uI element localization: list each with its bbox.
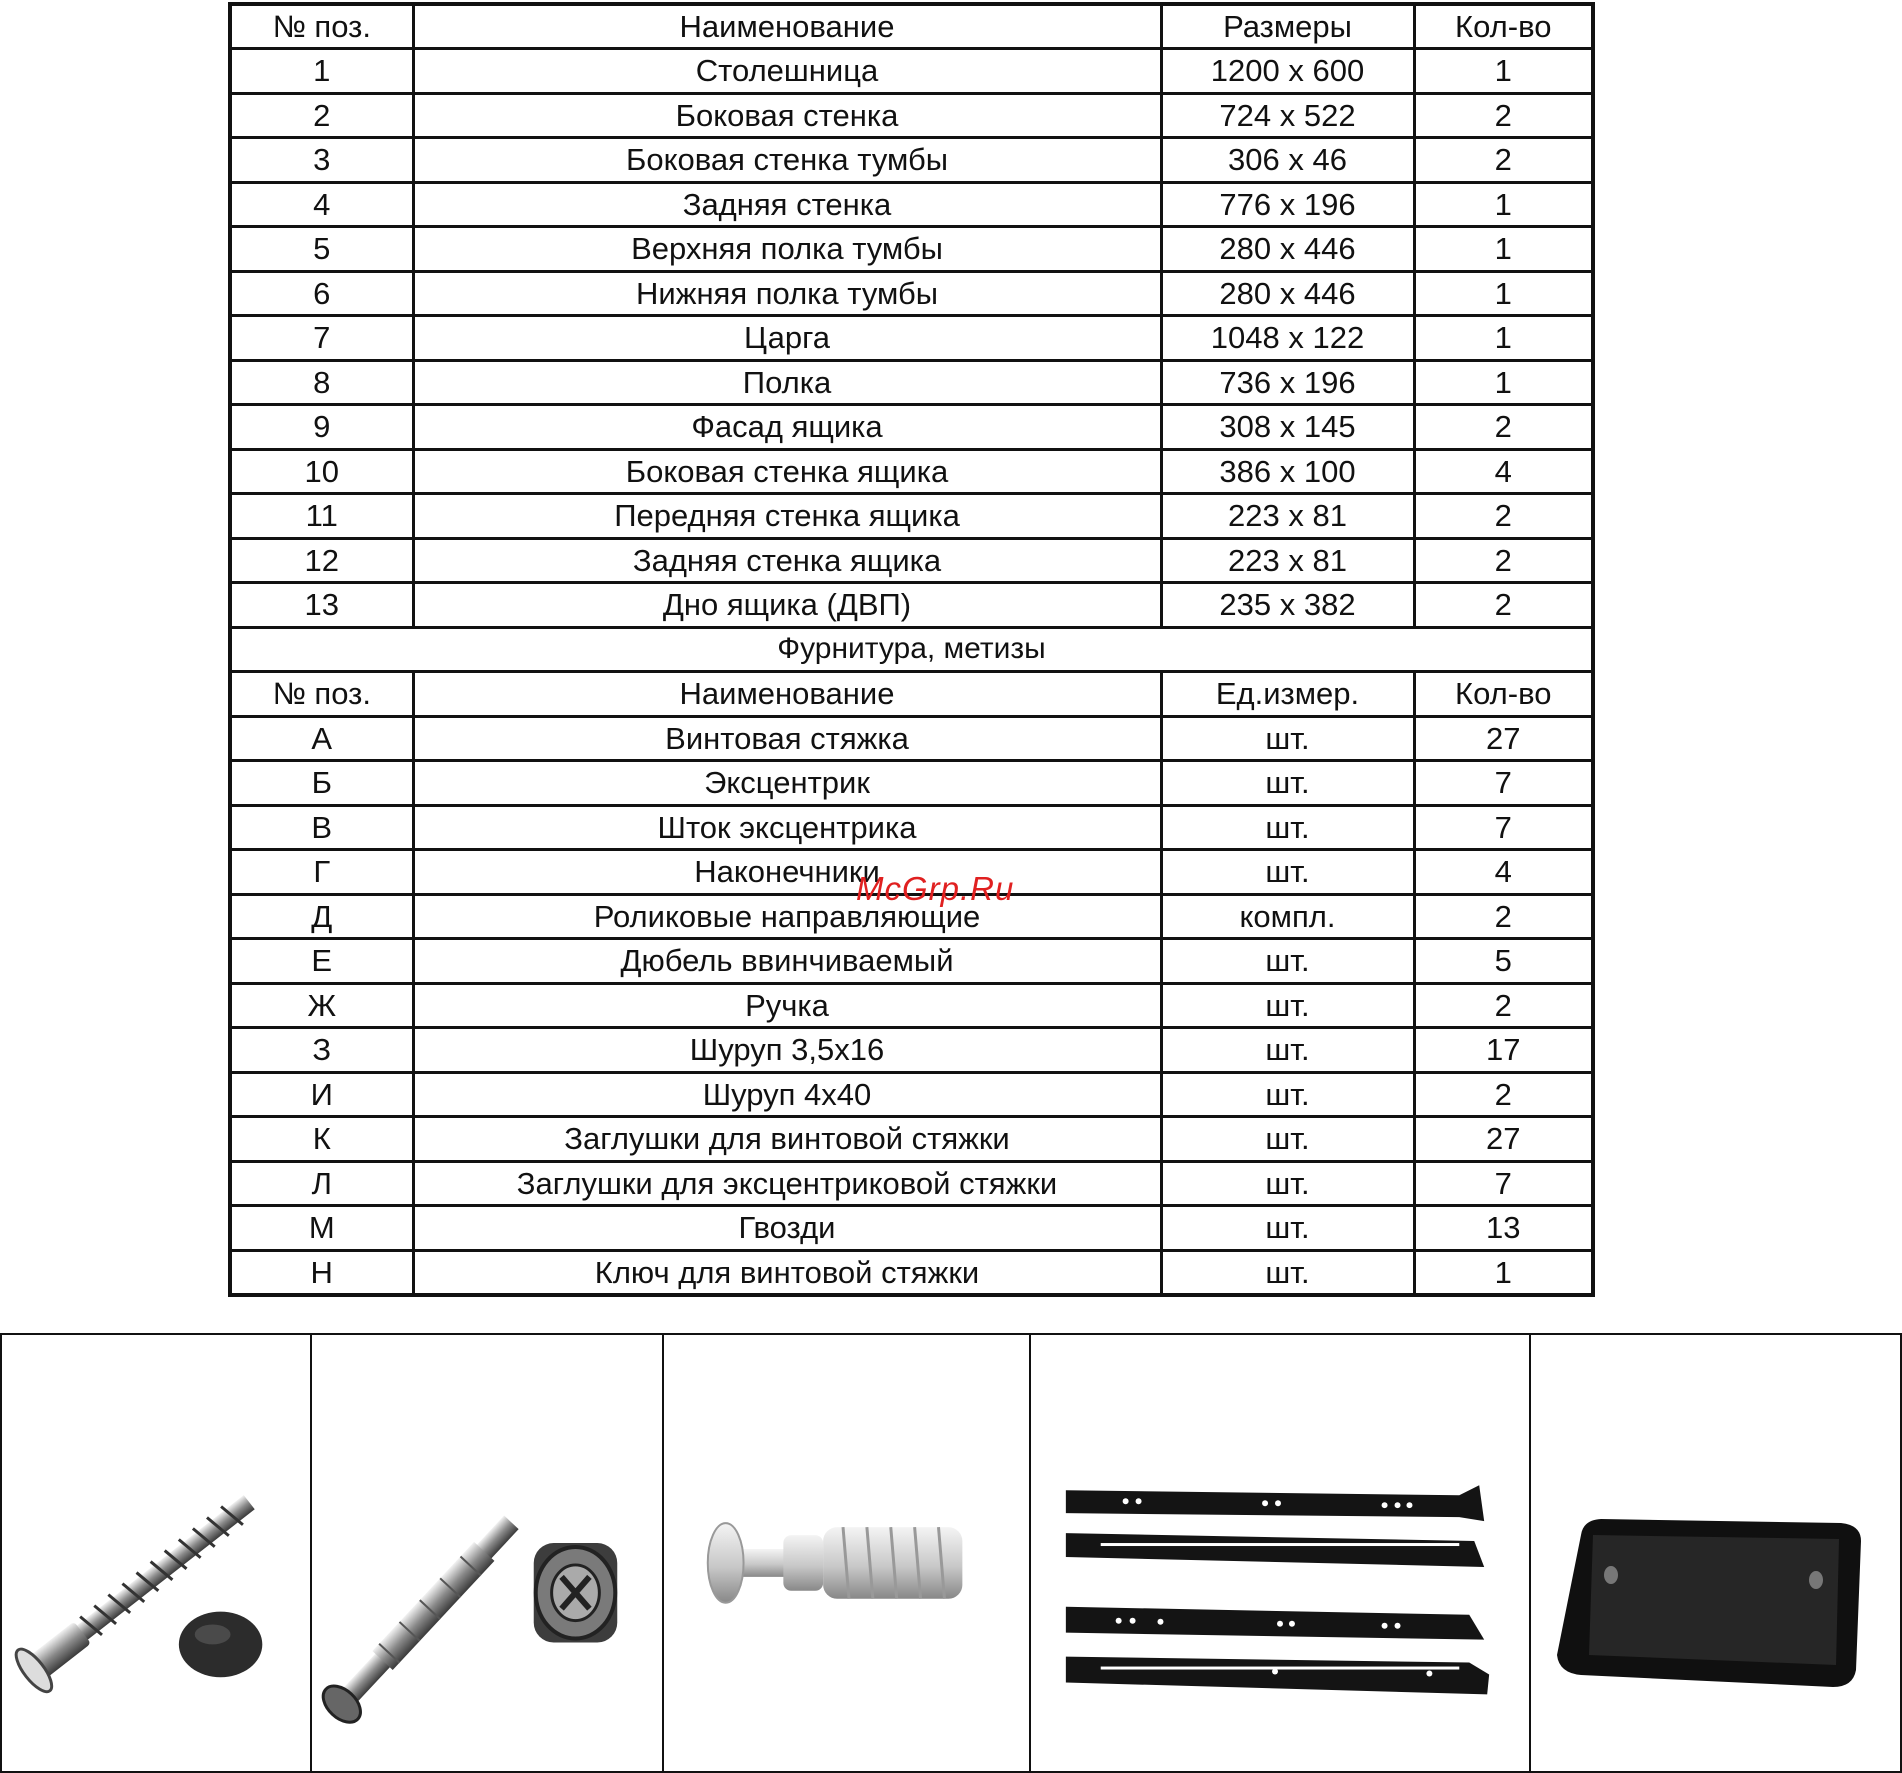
- cell-qty: Кол-во: [1414, 4, 1593, 49]
- cell-pos: И: [230, 1072, 413, 1117]
- table-row: [230, 761, 1593, 806]
- cell-qty: 2: [1414, 138, 1593, 183]
- cell-name: Передняя стенка ящика: [413, 494, 1161, 539]
- cell-pos: М: [230, 1206, 413, 1251]
- cell-qty: 27: [1414, 1117, 1593, 1162]
- cell-pos: Г: [230, 850, 413, 895]
- cell-qty: 1: [1414, 182, 1593, 227]
- cell-size: 776 x 196: [1161, 182, 1414, 227]
- cell-name: Шток эксцентрика: [413, 805, 1161, 850]
- cell-size: Размеры: [1161, 4, 1414, 49]
- cell-pos: 11: [230, 494, 413, 539]
- cell-pos: 2: [230, 93, 413, 138]
- cell-qty: 7: [1414, 761, 1593, 806]
- cell-name: Дюбель ввинчиваемый: [413, 939, 1161, 984]
- cell-name: Полка: [413, 360, 1161, 405]
- cell-size: 223 x 81: [1161, 494, 1414, 539]
- cell-name: Наконечники: [413, 850, 1161, 895]
- cell-size: 1200 x 600: [1161, 49, 1414, 94]
- cell-pos: 5: [230, 227, 413, 272]
- cell-size: шт.: [1161, 1250, 1414, 1295]
- hardware-photo-strip: [0, 1333, 1902, 1773]
- cell-name: Шуруп 3,5x16: [413, 1028, 1161, 1073]
- cell-qty: 17: [1414, 1028, 1593, 1073]
- header-row: [230, 4, 1593, 49]
- table-row: [230, 583, 1593, 628]
- cell-pos: Л: [230, 1161, 413, 1206]
- cell-name: Нижняя полка тумбы: [413, 271, 1161, 316]
- cell-qty: 2: [1414, 494, 1593, 539]
- cell-pos: Н: [230, 1250, 413, 1295]
- cell-qty: 5: [1414, 939, 1593, 984]
- photo-cell-eccentric: [312, 1335, 664, 1771]
- table-row: [230, 227, 1593, 272]
- photo-cell-confirmat: [2, 1335, 312, 1771]
- cell-pos: 3: [230, 138, 413, 183]
- cell-size: 308 x 145: [1161, 405, 1414, 450]
- cell-size: шт.: [1161, 761, 1414, 806]
- cell-name: Ручка: [413, 983, 1161, 1028]
- cell-size: 223 x 81: [1161, 538, 1414, 583]
- cell-qty: 2: [1414, 538, 1593, 583]
- cell-size: 1048 x 122: [1161, 316, 1414, 361]
- cell-pos: Е: [230, 939, 413, 984]
- table-row: [230, 138, 1593, 183]
- cell-qty: 7: [1414, 805, 1593, 850]
- table-row: [230, 1117, 1593, 1162]
- cell-pos: 8: [230, 360, 413, 405]
- cell-pos: В: [230, 805, 413, 850]
- cell-size: 736 x 196: [1161, 360, 1414, 405]
- table-row: [230, 805, 1593, 850]
- cell-qty: 7: [1414, 1161, 1593, 1206]
- cell-pos: Ж: [230, 983, 413, 1028]
- cell-name: Столешница: [413, 49, 1161, 94]
- table-row: [230, 1028, 1593, 1073]
- cell-name: Задняя стенка ящика: [413, 538, 1161, 583]
- photo-cell-runners: [1031, 1335, 1531, 1771]
- cell-qty: Кол-во: [1414, 672, 1593, 717]
- cell-size: шт.: [1161, 939, 1414, 984]
- table-row: [230, 93, 1593, 138]
- table-row: [230, 1161, 1593, 1206]
- cell-size: 280 x 446: [1161, 227, 1414, 272]
- table-row: [230, 49, 1593, 94]
- cell-pos: № поз.: [230, 4, 413, 49]
- cell-name: Царга: [413, 316, 1161, 361]
- cell-qty: 2: [1414, 983, 1593, 1028]
- cell-size: компл.: [1161, 894, 1414, 939]
- cell-name: Роликовые направляющие: [413, 894, 1161, 939]
- photo-cell-cap: [1531, 1335, 1900, 1771]
- cell-name: Наименование: [413, 672, 1161, 717]
- cell-pos: 1: [230, 49, 413, 94]
- cell-size: шт.: [1161, 1117, 1414, 1162]
- table-row: [230, 1206, 1593, 1251]
- eccentric-cam-icon: [312, 1335, 662, 1771]
- table-row: [230, 1250, 1593, 1295]
- cell-name: Ключ для винтовой стяжки: [413, 1250, 1161, 1295]
- cell-pos: А: [230, 716, 413, 761]
- cell-size: шт.: [1161, 1161, 1414, 1206]
- cell-pos: 4: [230, 182, 413, 227]
- header-row: [230, 672, 1593, 717]
- cell-name: Наименование: [413, 4, 1161, 49]
- table-row: [230, 1072, 1593, 1117]
- table-row: [230, 182, 1593, 227]
- cell-name: Винтовая стяжка: [413, 716, 1161, 761]
- end-cap-icon: [1531, 1335, 1900, 1771]
- cell-pos: 6: [230, 271, 413, 316]
- cell-name: Дно ящика (ДВП): [413, 583, 1161, 628]
- table-row: [230, 983, 1593, 1028]
- cell-qty: 2: [1414, 1072, 1593, 1117]
- table-row: [230, 449, 1593, 494]
- cell-name: Гвозди: [413, 1206, 1161, 1251]
- table-body: [230, 4, 1593, 1295]
- cell-qty: 2: [1414, 583, 1593, 628]
- table-row: [230, 405, 1593, 450]
- cell-qty: 1: [1414, 227, 1593, 272]
- drawer-runners-icon: [1031, 1335, 1529, 1771]
- section-row: [230, 627, 1593, 672]
- cell-size: шт.: [1161, 1206, 1414, 1251]
- cell-qty: 4: [1414, 850, 1593, 895]
- photo-cell-dowel: [664, 1335, 1031, 1771]
- confirmat-screw-icon: [2, 1335, 310, 1771]
- cell-qty: 1: [1414, 271, 1593, 316]
- cell-pos: Д: [230, 894, 413, 939]
- table-row: [230, 271, 1593, 316]
- cell-name: Эксцентрик: [413, 761, 1161, 806]
- cell-name: Боковая стенка: [413, 93, 1161, 138]
- cell-name: Заглушки для эксцентриковой стяжки: [413, 1161, 1161, 1206]
- cell-pos: К: [230, 1117, 413, 1162]
- table-row: [230, 538, 1593, 583]
- cell-qty: 27: [1414, 716, 1593, 761]
- cell-pos: 10: [230, 449, 413, 494]
- cell-size: 724 x 522: [1161, 93, 1414, 138]
- cell-name: Фасад ящика: [413, 405, 1161, 450]
- table-row: [230, 360, 1593, 405]
- cell-size: 386 x 100: [1161, 449, 1414, 494]
- parts-specification-table: [228, 2, 1595, 1297]
- cell-qty: 2: [1414, 405, 1593, 450]
- cell-pos: З: [230, 1028, 413, 1073]
- table-row: [230, 716, 1593, 761]
- cell-name: Заглушки для винтовой стяжки: [413, 1117, 1161, 1162]
- cell-qty: 1: [1414, 316, 1593, 361]
- cell-size: шт.: [1161, 983, 1414, 1028]
- cell-qty: 2: [1414, 894, 1593, 939]
- cell-size: 280 x 446: [1161, 271, 1414, 316]
- cell-size: шт.: [1161, 716, 1414, 761]
- cell-name: Боковая стенка ящика: [413, 449, 1161, 494]
- cell-qty: 1: [1414, 360, 1593, 405]
- cell-name: Шуруп 4x40: [413, 1072, 1161, 1117]
- cell-size: шт.: [1161, 1028, 1414, 1073]
- table-row: [230, 494, 1593, 539]
- screw-dowel-icon: [664, 1335, 1029, 1771]
- cell-pos: № поз.: [230, 672, 413, 717]
- table-row: [230, 939, 1593, 984]
- cell-pos: 7: [230, 316, 413, 361]
- cell-size: Ед.измер.: [1161, 672, 1414, 717]
- table-row: [230, 316, 1593, 361]
- cell-pos: 12: [230, 538, 413, 583]
- cell-pos: 13: [230, 583, 413, 628]
- cell-size: 235 x 382: [1161, 583, 1414, 628]
- watermark: McGrp.Ru: [856, 870, 1015, 907]
- section-title: Фурнитура, метизы: [230, 627, 1593, 672]
- cell-name: Верхняя полка тумбы: [413, 227, 1161, 272]
- cell-qty: 1: [1414, 1250, 1593, 1295]
- cell-size: шт.: [1161, 850, 1414, 895]
- cell-name: Задняя стенка: [413, 182, 1161, 227]
- cell-pos: Б: [230, 761, 413, 806]
- cell-pos: 9: [230, 405, 413, 450]
- cell-qty: 13: [1414, 1206, 1593, 1251]
- cell-qty: 4: [1414, 449, 1593, 494]
- cell-name: Боковая стенка тумбы: [413, 138, 1161, 183]
- cell-qty: 2: [1414, 93, 1593, 138]
- cell-size: шт.: [1161, 805, 1414, 850]
- cell-size: шт.: [1161, 1072, 1414, 1117]
- cell-qty: 1: [1414, 49, 1593, 94]
- cell-size: 306 x 46: [1161, 138, 1414, 183]
